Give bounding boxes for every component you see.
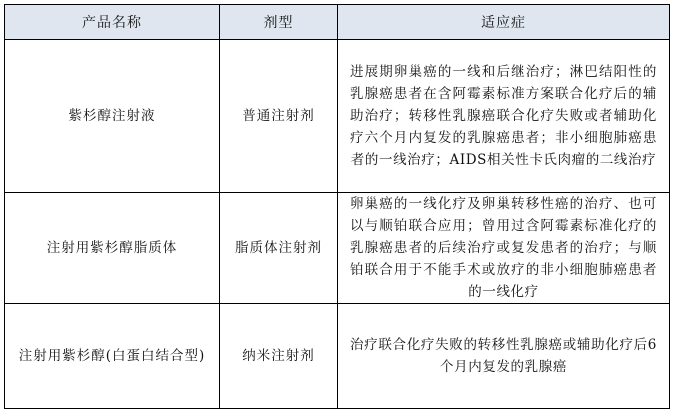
dosage-form-cell: 脂质体注射剂 bbox=[220, 193, 338, 304]
dosage-form-cell: 纳米注射剂 bbox=[220, 304, 338, 409]
indication-cell: 进展期卵巢癌的一线和后继治疗；淋巴结阳性的乳腺癌患者在含阿霉素标准方案联合化疗后的辅助治疗；转移性乳腺癌联合化疗失败或者辅助化疗六个月内复发的乳腺癌患者；非小细胞肺癌患者的一线治疗；AIDS相关性卡氏肉瘤的二线治疗 bbox=[338, 40, 670, 193]
table-row bbox=[5, 40, 670, 193]
drug-table-container bbox=[4, 4, 669, 412]
drug-table bbox=[4, 4, 670, 409]
product-name-cell: 注射用紫杉醇(白蛋白结合型) bbox=[5, 304, 220, 409]
header-dosage-form: 剂型 bbox=[220, 5, 338, 40]
table-row bbox=[5, 193, 670, 304]
header-product-name: 产品名称 bbox=[5, 5, 220, 40]
indication-cell: 卵巢癌的一线化疗及卵巢转移性癌的治疗、也可以与顺铂联合应用；曾用过含阿霉素标准化疗的乳腺癌患者的后续治疗或复发患者的治疗；与顺铂联合用于不能手术或放疗的非小细胞肺癌患者的一线化疗 bbox=[338, 193, 670, 304]
table-row bbox=[5, 304, 670, 409]
product-name-cell: 紫杉醇注射液 bbox=[5, 40, 220, 193]
table-header-row bbox=[5, 5, 670, 40]
dosage-form-cell: 普通注射剂 bbox=[220, 40, 338, 193]
header-indication: 适应症 bbox=[338, 5, 670, 40]
product-name-cell: 注射用紫杉醇脂质体 bbox=[5, 193, 220, 304]
indication-cell: 治疗联合化疗失败的转移性乳腺癌或辅助化疗后6个月内复发的乳腺癌 bbox=[338, 304, 670, 409]
